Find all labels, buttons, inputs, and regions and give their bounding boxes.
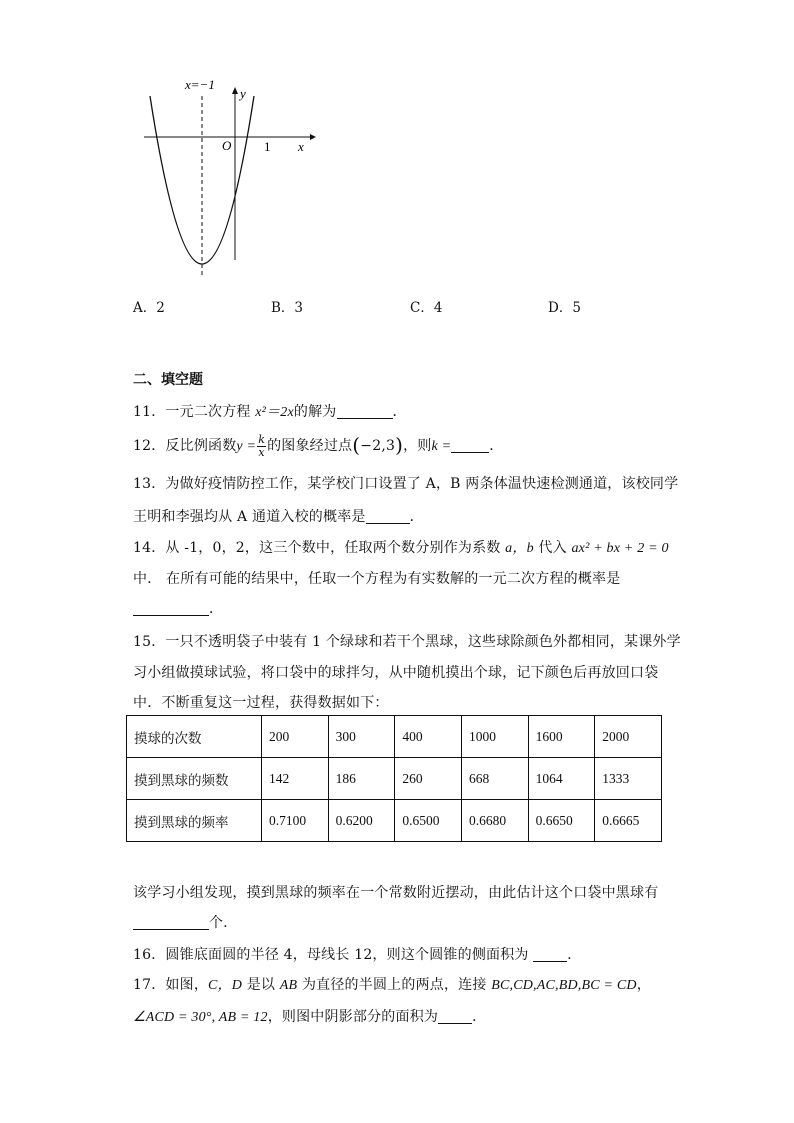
tick-label-1: 1: [264, 139, 271, 154]
q17-answer-blank[interactable]: [438, 1009, 472, 1024]
q12-frac-den: x: [258, 445, 265, 459]
choice-c[interactable]: C．4: [410, 300, 443, 316]
q11-equation: x²＝2x: [255, 405, 294, 420]
table-cell: 142: [262, 758, 329, 800]
question-14-line2: 中． 在所有可能的结果中，任取一个方程为有实数解的一元二次方程的概率是: [133, 571, 621, 587]
question-15-after1: 该学习小组发现，摸到黑球的频率在一个常数附近摆动，由此估计这个口袋中黑球有: [133, 885, 659, 901]
answer-choices: [133, 296, 693, 316]
q17-rest: 为直径的半圆上的两点，连接: [297, 977, 492, 993]
choice-a[interactable]: A．2: [133, 300, 165, 316]
table-cell: 200: [262, 716, 329, 758]
choice-d[interactable]: D．5: [548, 300, 581, 316]
question-17-line1: [133, 974, 651, 994]
q12-mid: 的图象经过点: [267, 438, 353, 454]
table-cell: 1064: [528, 758, 595, 800]
table-cell: 0.6200: [328, 800, 395, 842]
q17-prefix: 17．如图，: [133, 977, 209, 993]
q15-answer-blank[interactable]: [133, 915, 209, 930]
q14-vars: a，b: [505, 541, 534, 556]
table-cell: 400: [395, 716, 462, 758]
table-cell: 0.7100: [262, 800, 329, 842]
question-14-line3: [133, 598, 223, 618]
q14-equation: ax² + bx + 2 = 0: [571, 541, 669, 556]
q17-mid: 是以: [242, 977, 280, 993]
table-cell: 668: [461, 758, 528, 800]
q12-k-eq: k =: [431, 439, 452, 454]
question-15-line2: 习小组做摸球试验，将口袋中的球拌匀，从中随机摸出个球，记下颜色后再放回口袋: [133, 665, 659, 681]
q16-answer-blank[interactable]: [533, 947, 567, 962]
table-row: [127, 716, 662, 758]
q14-answer-blank[interactable]: [133, 601, 209, 616]
question-17-line2: [133, 1006, 486, 1026]
question-15-line3: 中．不断重复这一过程，获得数据如下：: [133, 695, 389, 711]
q14-prefix: 14．从 -1，0，2，这三个数中，任取两个数分别作为系数: [133, 540, 506, 556]
q12-point: −2,3: [360, 438, 396, 454]
q13-end: ．: [409, 509, 424, 525]
q16-text: 16．圆锥底面圆的半径 4，母线长 12，则这个圆锥的侧面积为: [133, 947, 534, 963]
table-cell: 1600: [528, 716, 595, 758]
table-row: [127, 800, 662, 842]
symmetry-axis-label: x=−1: [185, 77, 215, 92]
question-11: [133, 401, 407, 421]
q17-eq2: ∠ACD = 30°, AB = 12: [133, 1010, 268, 1025]
q16-end: ．: [567, 947, 582, 963]
q12-then: ，则: [403, 438, 432, 454]
q12-prefix: 12．反比例函数: [133, 438, 237, 454]
table-cell: 1000: [461, 716, 528, 758]
q12-frac-num: k: [258, 432, 266, 446]
q13-line2-text: 王明和李强均从 A 通道入校的概率是: [133, 509, 366, 525]
question-15-after2: [133, 912, 237, 932]
q11-answer-blank[interactable]: [337, 404, 393, 419]
table-row-head: 摸到黑球的频率: [127, 800, 262, 842]
q17-cd: C，D: [208, 978, 243, 993]
choice-b[interactable]: B．3: [271, 300, 304, 316]
table-cell: 0.6665: [595, 800, 662, 842]
question-13-line1: 13．为做好疫情防控工作，某学校门口设置了 A，B 两条体温快速检测通道，该校同学: [133, 476, 679, 492]
q14-end: ．: [209, 601, 224, 617]
q15-after2-text: 个．: [209, 915, 238, 931]
question-14-line1: [133, 537, 669, 557]
q11-end: ．: [392, 404, 407, 420]
table-cell: 300: [328, 716, 395, 758]
table-cell: 260: [395, 758, 462, 800]
q17-line2-rest: ，则图中阴影部分的面积为: [267, 1009, 439, 1025]
q11-prefix: 11．一元二次方程: [133, 404, 256, 420]
q12-end: ．: [489, 438, 504, 454]
table-row: [127, 758, 662, 800]
table-cell: 2000: [595, 716, 662, 758]
table-cell: 0.6680: [461, 800, 528, 842]
q17-ab: AB: [279, 978, 298, 993]
table-cell: 1333: [595, 758, 662, 800]
q17-eq1: BC,CD,AC,BD,BC = CD: [491, 978, 637, 993]
table-row-head: 摸球的次数: [127, 716, 262, 758]
question-16: [133, 944, 582, 964]
section-title: 二、填空题: [133, 372, 203, 388]
q11-suffix: 的解为: [293, 404, 337, 420]
table-cell: 0.6500: [395, 800, 462, 842]
table-row-head: 摸到黑球的频数: [127, 758, 262, 800]
q14-mid: 代入: [533, 540, 572, 556]
y-axis-label: y: [240, 86, 246, 101]
q12-answer-blank[interactable]: [451, 438, 489, 453]
question-13-line2: [133, 506, 424, 526]
table-cell: 186: [328, 758, 395, 800]
q12-fraction: [257, 434, 266, 459]
frequency-table: [126, 715, 662, 842]
x-axis-arrow: [310, 134, 316, 140]
parabola-graph: [138, 76, 318, 278]
question-15-line1: 15．一只不透明袋子中装有 1 个绿球和若干个黑球，这些球除颜色外都相同，某课外学: [133, 634, 681, 650]
q17-end: ．: [472, 1009, 487, 1025]
table-cell: 0.6650: [528, 800, 595, 842]
y-axis-arrow: [232, 87, 238, 94]
q12-y-eq: y =: [236, 439, 257, 454]
q13-answer-blank[interactable]: [366, 509, 410, 524]
x-axis-label: x: [298, 139, 304, 154]
q17-line1-end: ，: [636, 977, 651, 993]
origin-label: O: [222, 138, 232, 153]
question-12: 12．反比例函数y = $\frac{k}{x}$ 的图象经过点(−2,3)，则k = ．: [133, 432, 504, 459]
